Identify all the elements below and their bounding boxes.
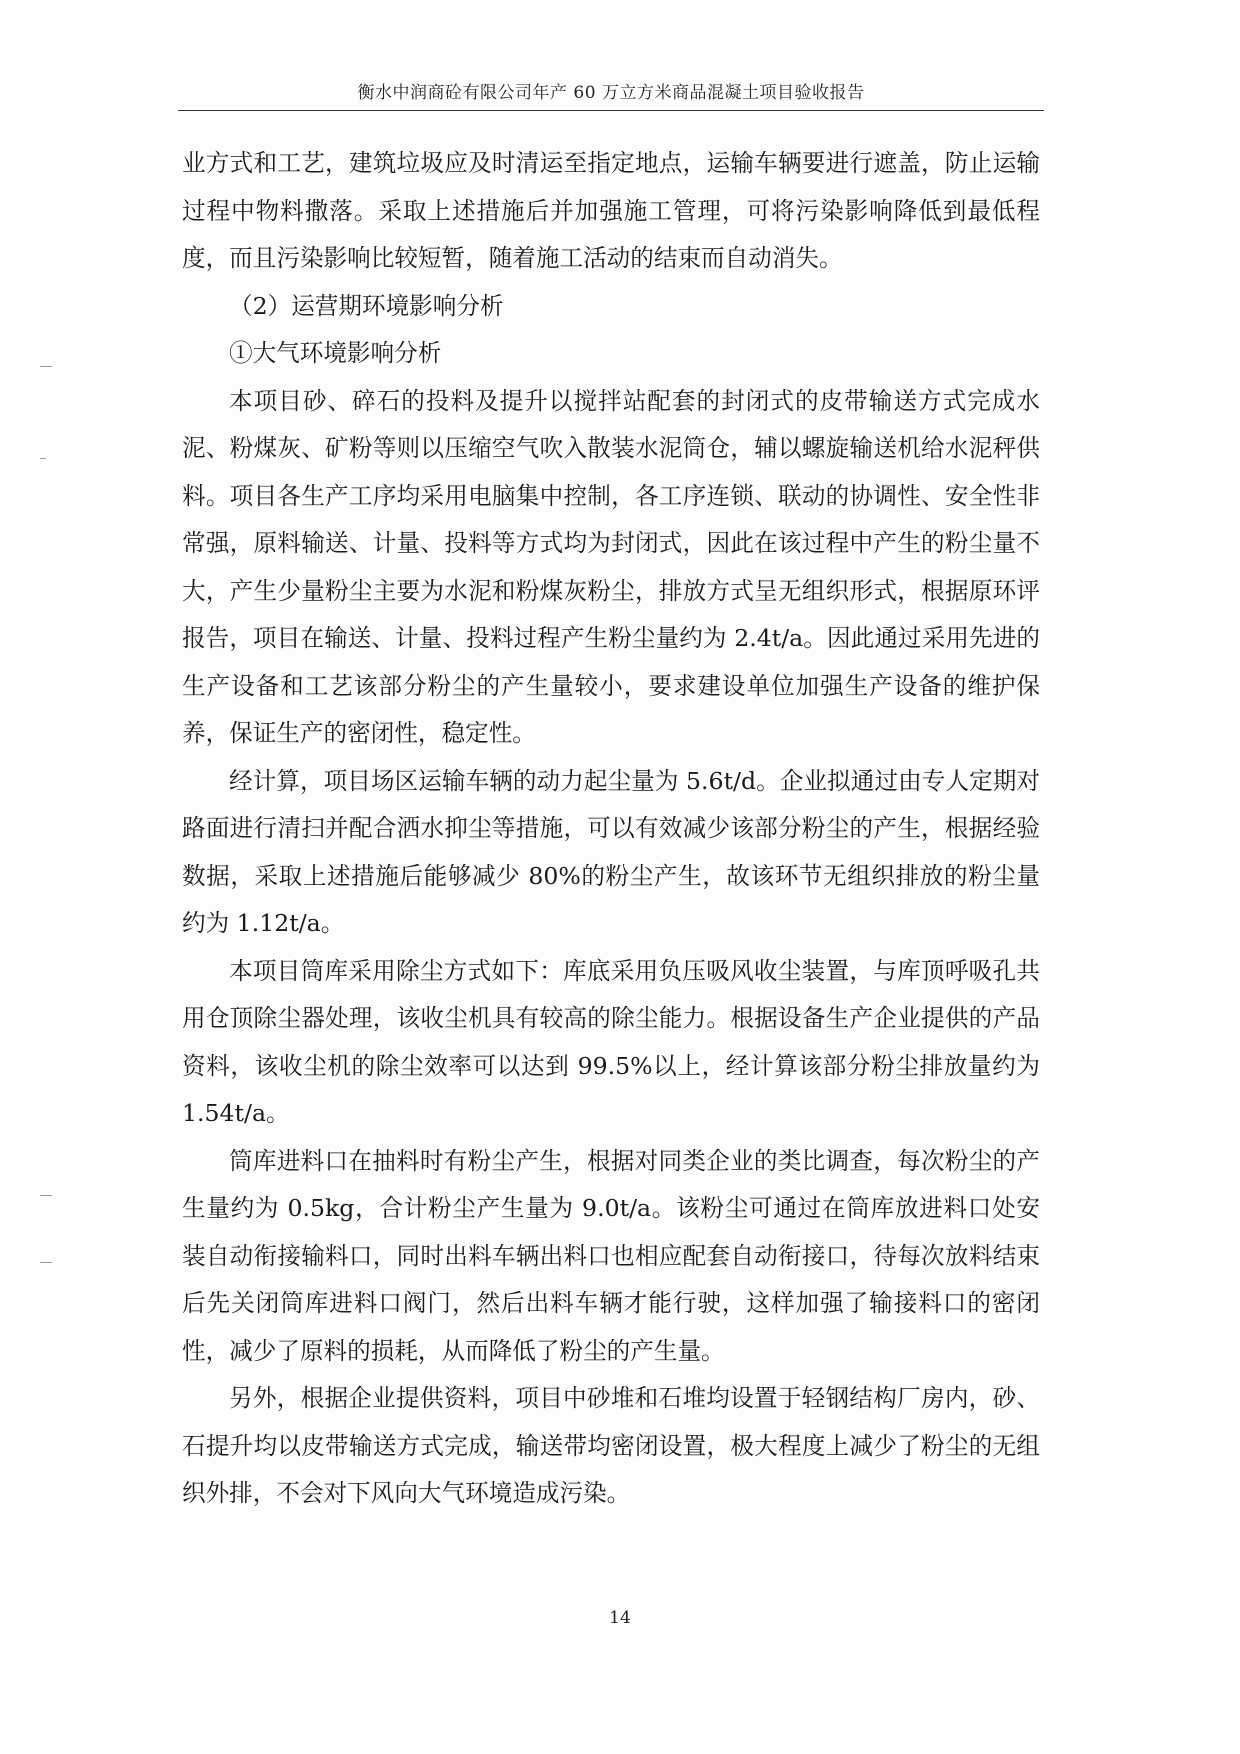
section-heading-operation-impact: （2）运营期环境影响分析 [229, 291, 504, 320]
paragraph-silo-inlet-dust: 筒库进料口在抽料时有粉尘产生，根据对同类企业的类比调查，每次粉尘的产生量约为 0.5kg，合计粉尘产生量为 9.0t/a。该粉尘可通过在筒库放进料口处安装自动衔接输料口，同时出料车辆出料口也相应配套自动衔接口，待每次放料结束后先关闭筒库进料口阀门，然后出料车辆才能行驶，这样加强了输接料口的密闭性，减少了原料的损耗，从而降低了粉尘的产生量。 [182, 1146, 1040, 1365]
scan-margin-mark [40, 1262, 52, 1263]
scan-margin-mark [40, 366, 52, 367]
scan-margin-mark [40, 458, 46, 459]
scan-margin-mark [40, 1195, 52, 1196]
page-header-title: 衡水中润商砼有限公司年产 60 万立方米商品混凝土项目验收报告 [357, 83, 865, 103]
paragraph-silo-dust-removal: 本项目筒库采用除尘方式如下：库底采用负压吸风收尘装置，与库顶呼吸孔共用仓顶除尘器处理，该收尘机具有较高的除尘能力。根据设备生产企业提供的产品资料，该收尘机的除尘效率可以达到 99.5%以上，经计算该部分粉尘排放量约为 1.54t/a。 [182, 956, 1040, 1127]
page-number: 14 [609, 1608, 631, 1628]
paragraph-stockpile-enclosure: 另外，根据企业提供资料，项目中砂堆和石堆均设置于轻钢结构厂房内，砂、石提升均以皮带输送方式完成，输送带均密闭设置，极大程度上减少了粉尘的无组织外排，不会对下风向大气环境造成污染。 [182, 1384, 1040, 1507]
subsection-heading-air-impact: ①大气环境影响分析 [229, 339, 442, 367]
paragraph-production-dust: 本项目砂、碎石的投料及提升以搅拌站配套的封闭式的皮带输送方式完成水泥、粉煤灰、矿粉等则以压缩空气吹入散装水泥筒仓，辅以螺旋输送机给水泥秤供料。项目各生产工序均采用电脑集中控制，各工序连锁、联动的协调性、安全性非常强，原料输送、计量、投料等方式均为封闭式，因此在该过程中产生的粉尘量不大，产生少量粉尘主要为水泥和粉煤灰粉尘，排放方式呈无组织形式，根据原环评报告，项目在输送、计量、投料过程产生粉尘量约为 2.4t/a。因此通过采用先进的生产设备和工艺该部分粉尘的产生量较小，要求建设单位加强生产设备的维护保养，保证生产的密闭性，稳定性。 [182, 386, 1040, 747]
paragraph-continued: 业方式和工艺，建筑垃圾应及时清运至指定地点，运输车辆要进行遮盖，防止运输过程中物料撒落。采取上述措施后并加强施工管理，可将污染影响降低到最低程度，而且污染影响比较短暂，随着施工活动的结束而自动消失。 [182, 149, 1040, 272]
document-body [182, 140, 1040, 1518]
paragraph-vehicle-dust: 经计算，项目场区运输车辆的动力起尘量为 5.6t/d。企业拟通过由专人定期对路面进行清扫并配合洒水抑尘等措施，可以有效减少该部分粉尘的产生，根据经验数据，采取上述措施后能够减少 80%的粉尘产生，故该环节无组织排放的粉尘量约为 1.12t/a。 [182, 766, 1041, 937]
header-divider [178, 110, 1044, 111]
